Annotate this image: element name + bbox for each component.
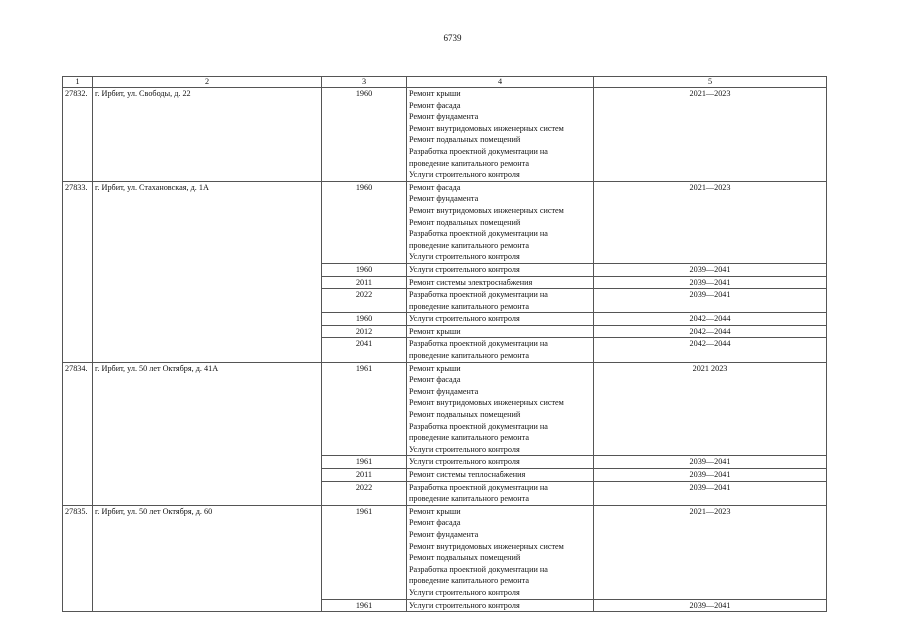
column-number: 1: [63, 77, 93, 88]
work-types: [407, 599, 594, 612]
work-types: [407, 362, 594, 456]
work-type: Ремонт системы теплоснабжения: [409, 470, 526, 479]
repair-period: 2039—2041: [594, 599, 827, 612]
work-type: Ремонт внутридомовых инженерных систем: [409, 123, 564, 133]
work-types: [407, 481, 594, 505]
work-type: Ремонт крыши: [409, 326, 461, 336]
repair-period: 2039—2041: [594, 469, 827, 482]
record-number: 27834.: [63, 362, 93, 505]
work-type: проведение капитального ремонта: [409, 351, 529, 361]
work-type: Ремонт подвальных помещений: [409, 217, 521, 227]
work-types: [407, 456, 594, 469]
work-types: [407, 181, 594, 263]
repair-period: 2042—2044: [594, 325, 827, 338]
record-number: 27835.: [63, 505, 93, 611]
work-types: [407, 289, 594, 313]
work-type: Услуги строительного контроля: [409, 457, 520, 467]
work-type: проведение капитального ремонта: [409, 301, 529, 311]
column-number-row: [63, 77, 827, 88]
commissioning-year: 1961: [322, 456, 407, 469]
work-type: Услуги строительного контроля: [409, 252, 520, 262]
work-types: [407, 325, 594, 338]
repair-period: 2042—2044: [594, 338, 827, 362]
address: г. Ирбит, ул. 50 лет Октября, д. 60: [93, 505, 322, 611]
work-types: [407, 88, 594, 182]
work-type: Ремонт подвальных помещений: [409, 135, 521, 145]
work-type: Ремонт системы электроснабжения: [409, 277, 533, 287]
table-row: [63, 181, 827, 263]
work-type: Ремонт подвальных помещений: [409, 553, 521, 563]
commissioning-year: 2022: [322, 289, 407, 313]
work-type: Разработка проектной документации на: [409, 564, 548, 574]
repair-period: 2042—2044: [594, 313, 827, 326]
capital-repair-table: [62, 76, 827, 612]
repair-period: 2039—2041: [594, 481, 827, 505]
column-number: 4: [407, 77, 594, 88]
commissioning-year: 2011: [322, 276, 407, 289]
work-type: Ремонт фундамента: [409, 529, 479, 539]
work-types: [407, 338, 594, 362]
work-type: проведение капитального ремонта: [409, 576, 529, 586]
work-type: Ремонт фасада: [409, 375, 461, 385]
work-type: Ремонт внутридомовых инженерных систем: [409, 541, 564, 551]
work-type: Разработка проектной документации на: [409, 146, 548, 156]
work-types: [407, 263, 594, 276]
address: г. Ирбит, ул. Стахановская, д. 1А: [93, 181, 322, 362]
commissioning-year: 2022: [322, 481, 407, 505]
table-row: [63, 88, 827, 182]
work-types: [407, 276, 594, 289]
repair-period: 2039—2041: [594, 276, 827, 289]
repair-period: 2021—2023: [594, 181, 827, 263]
work-type: Ремонт внутридомовых инженерных систем: [409, 398, 564, 408]
work-type: Ремонт внутридомовых инженерных систем: [409, 205, 564, 215]
table-row: [63, 362, 827, 456]
work-type: Ремонт крыши: [409, 89, 461, 98]
work-types: [407, 469, 594, 482]
column-number: 3: [322, 77, 407, 88]
work-type: Разработка проектной документации на: [409, 421, 548, 431]
repair-period: 2021—2023: [594, 505, 827, 599]
work-types: [407, 313, 594, 326]
repair-period: 2021 2023: [594, 362, 827, 456]
work-type: Услуги строительного контроля: [409, 587, 520, 597]
commissioning-year: 2041: [322, 338, 407, 362]
commissioning-year: 1960: [322, 181, 407, 263]
work-type: проведение капитального ремонта: [409, 433, 529, 443]
address: г. Ирбит, ул. 50 лет Октября, д. 41А: [93, 362, 322, 505]
work-type: проведение капитального ремонта: [409, 158, 529, 168]
repair-period: 2039—2041: [594, 289, 827, 313]
work-type: Ремонт фундамента: [409, 386, 479, 396]
work-type: Ремонт крыши: [409, 363, 461, 373]
commissioning-year: 1960: [322, 263, 407, 276]
commissioning-year: 1961: [322, 505, 407, 599]
work-type: проведение капитального ремонта: [409, 240, 529, 250]
record-number: 27832.: [63, 88, 93, 182]
work-type: Ремонт фасада: [409, 518, 461, 528]
work-type: проведение капитального ремонта: [409, 494, 529, 504]
work-type: Услуги строительного контроля: [409, 314, 520, 324]
table-row: [63, 505, 827, 599]
repair-period: 2039—2041: [594, 456, 827, 469]
page-number: 6739: [443, 33, 462, 43]
work-type: Услуги строительного контроля: [409, 444, 520, 454]
work-type: Ремонт фундамента: [409, 112, 479, 122]
commissioning-year: 1961: [322, 599, 407, 612]
repair-period: 2021—2023: [594, 88, 827, 182]
work-type: Ремонт фундамента: [409, 194, 479, 204]
commissioning-year: 2011: [322, 469, 407, 482]
commissioning-year: 2012: [322, 325, 407, 338]
work-type: Разработка проектной документации на: [409, 339, 548, 349]
work-type: Разработка проектной документации на: [409, 290, 548, 300]
work-type: Разработка проектной документации на: [409, 229, 548, 239]
address: г. Ирбит, ул. Свободы, д. 22: [93, 88, 322, 182]
column-number: 5: [594, 77, 827, 88]
work-type: Ремонт подвальных помещений: [409, 410, 521, 420]
work-type: Услуги строительного контроля: [409, 170, 520, 180]
repair-period: 2039—2041: [594, 263, 827, 276]
commissioning-year: 1960: [322, 313, 407, 326]
commissioning-year: 1961: [322, 362, 407, 456]
work-type: Разработка проектной документации на: [409, 482, 548, 492]
work-types: [407, 505, 594, 599]
work-type: Ремонт фасада: [409, 182, 461, 192]
work-type: Ремонт фасада: [409, 100, 461, 110]
table-body: [63, 77, 827, 612]
column-number: 2: [93, 77, 322, 88]
commissioning-year: 1960: [322, 88, 407, 182]
work-type: Услуги строительного контроля: [409, 600, 520, 610]
work-type: Услуги строительного контроля: [409, 264, 520, 274]
record-number: 27833.: [63, 181, 93, 362]
work-type: Ремонт крыши: [409, 506, 461, 516]
